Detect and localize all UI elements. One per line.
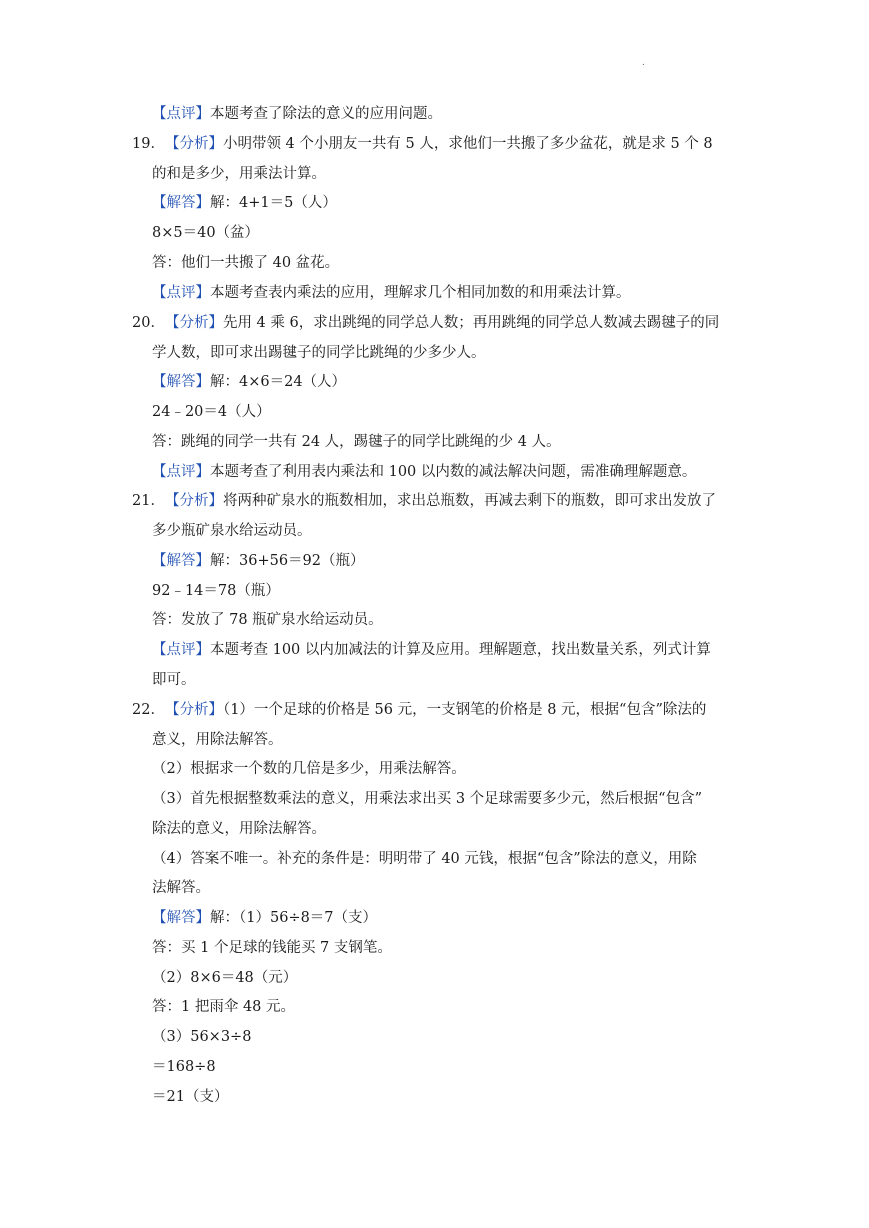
text-line: 答：发放了 78 瓶矿泉水给运动员。 <box>152 612 383 628</box>
answer-tag: 【解答】 <box>152 374 210 390</box>
question-20-analysis <box>132 313 719 333</box>
answer-line <box>152 908 377 928</box>
text-line: （2）根据求一个数的几倍是多少，用乘法解答。 <box>152 761 466 777</box>
analysis-text: （1）一个足球的价格是 56 元，一支钢笔的价格是 8 元，根据“包含”除法的 <box>222 702 707 718</box>
text-line: 8×5＝40（盆） <box>152 225 260 241</box>
answer-text: 解：（1）56÷8＝7（支） <box>210 910 378 926</box>
review-line <box>152 640 711 660</box>
text-line: ＝21（支） <box>152 1089 229 1105</box>
review-tag: 【点评】 <box>152 106 210 122</box>
answer-text: 解：4+1＝5（人） <box>210 195 337 211</box>
answer-line <box>152 193 337 213</box>
text-line: （3）56×3÷8 <box>152 1029 252 1045</box>
question-19-analysis <box>132 134 713 154</box>
text-line: 答：跳绳的同学一共有 24 人，踢毽子的同学比跳绳的少 4 人。 <box>152 434 561 450</box>
question-number: 20． <box>132 315 165 331</box>
text-line: ＝168÷8 <box>152 1059 216 1075</box>
review-text: 本题考查了利用表内乘法和 100 以内数的减法解决问题，需准确理解题意。 <box>210 464 697 480</box>
review-text: 本题考查了除法的意义的应用问题。 <box>210 106 442 122</box>
text-line: 意义，用除法解答。 <box>152 732 283 748</box>
text-line: 92﹣14＝78（瓶） <box>152 583 280 599</box>
text-line: 24﹣20＝4（人） <box>152 404 271 420</box>
text-line: 除法的意义，用除法解答。 <box>152 821 326 837</box>
answer-tag: 【解答】 <box>152 910 210 926</box>
review-tag: 【点评】 <box>152 642 210 658</box>
answer-tag: 【解答】 <box>152 553 210 569</box>
text-line: 学人数，即可求出踢毽子的同学比跳绳的少多少人。 <box>152 345 486 361</box>
analysis-tag: 【分析】 <box>164 493 223 509</box>
text-line: 的和是多少，用乘法计算。 <box>152 166 326 182</box>
analysis-text: 先用 4 乘 6，求出跳绳的同学总人数；再用跳绳的同学总人数减去踢毽子的同 <box>222 315 720 331</box>
text-line: 即可。 <box>152 672 196 688</box>
text-line: （3）首先根据整数乘法的意义，用乘法求出买 3 个足球需要多少元，然后根据“包含” <box>152 791 702 807</box>
text-line: 答：他们一共搬了 40 盆花。 <box>152 255 340 271</box>
review-line <box>152 283 631 303</box>
answer-text: 解：36+56＝92（瓶） <box>210 553 365 569</box>
text-line: （4）答案不唯一。补充的条件是：明明带了 40 元钱，根据“包含”除法的意义，用除 <box>152 851 697 867</box>
text-line: 法解答。 <box>152 880 210 896</box>
header-mark: . <box>642 58 645 68</box>
question-number: 22． <box>132 702 165 718</box>
question-21-analysis <box>132 491 716 511</box>
analysis-tag: 【分析】 <box>164 136 223 152</box>
text-line: （2）8×6＝48（元） <box>152 970 298 986</box>
text-line: 多少瓶矿泉水给运动员。 <box>152 523 312 539</box>
analysis-tag: 【分析】 <box>164 702 223 718</box>
text-line: 答：买 1 个足球的钱能买 7 支钢笔。 <box>152 940 392 956</box>
text-line: 答：1 把雨伞 48 元。 <box>152 999 296 1015</box>
review-text: 本题考查 100 以内加减法的计算及应用。理解题意，找出数量关系，列式计算 <box>210 642 711 658</box>
review-line <box>152 462 696 482</box>
answer-text: 解：4×6＝24（人） <box>210 374 347 390</box>
review-tag: 【点评】 <box>152 285 210 301</box>
answer-line <box>152 372 346 392</box>
answer-tag: 【解答】 <box>152 195 210 211</box>
analysis-text: 小明带领 4 个小朋友一共有 5 人，求他们一共搬了多少盆花，就是求 5 个 8 <box>222 136 713 152</box>
review-tag: 【点评】 <box>152 464 210 480</box>
analysis-text: 将两种矿泉水的瓶数相加，求出总瓶数，再减去剩下的瓶数，即可求出发放了 <box>222 493 716 509</box>
review-text: 本题考查表内乘法的应用，理解求几个相同加数的和用乘法计算。 <box>210 285 631 301</box>
answer-line <box>152 551 365 571</box>
analysis-tag: 【分析】 <box>164 315 223 331</box>
question-number: 21． <box>132 493 165 509</box>
review-line <box>152 104 442 124</box>
question-22-analysis <box>132 700 706 720</box>
question-number: 19． <box>132 136 165 152</box>
